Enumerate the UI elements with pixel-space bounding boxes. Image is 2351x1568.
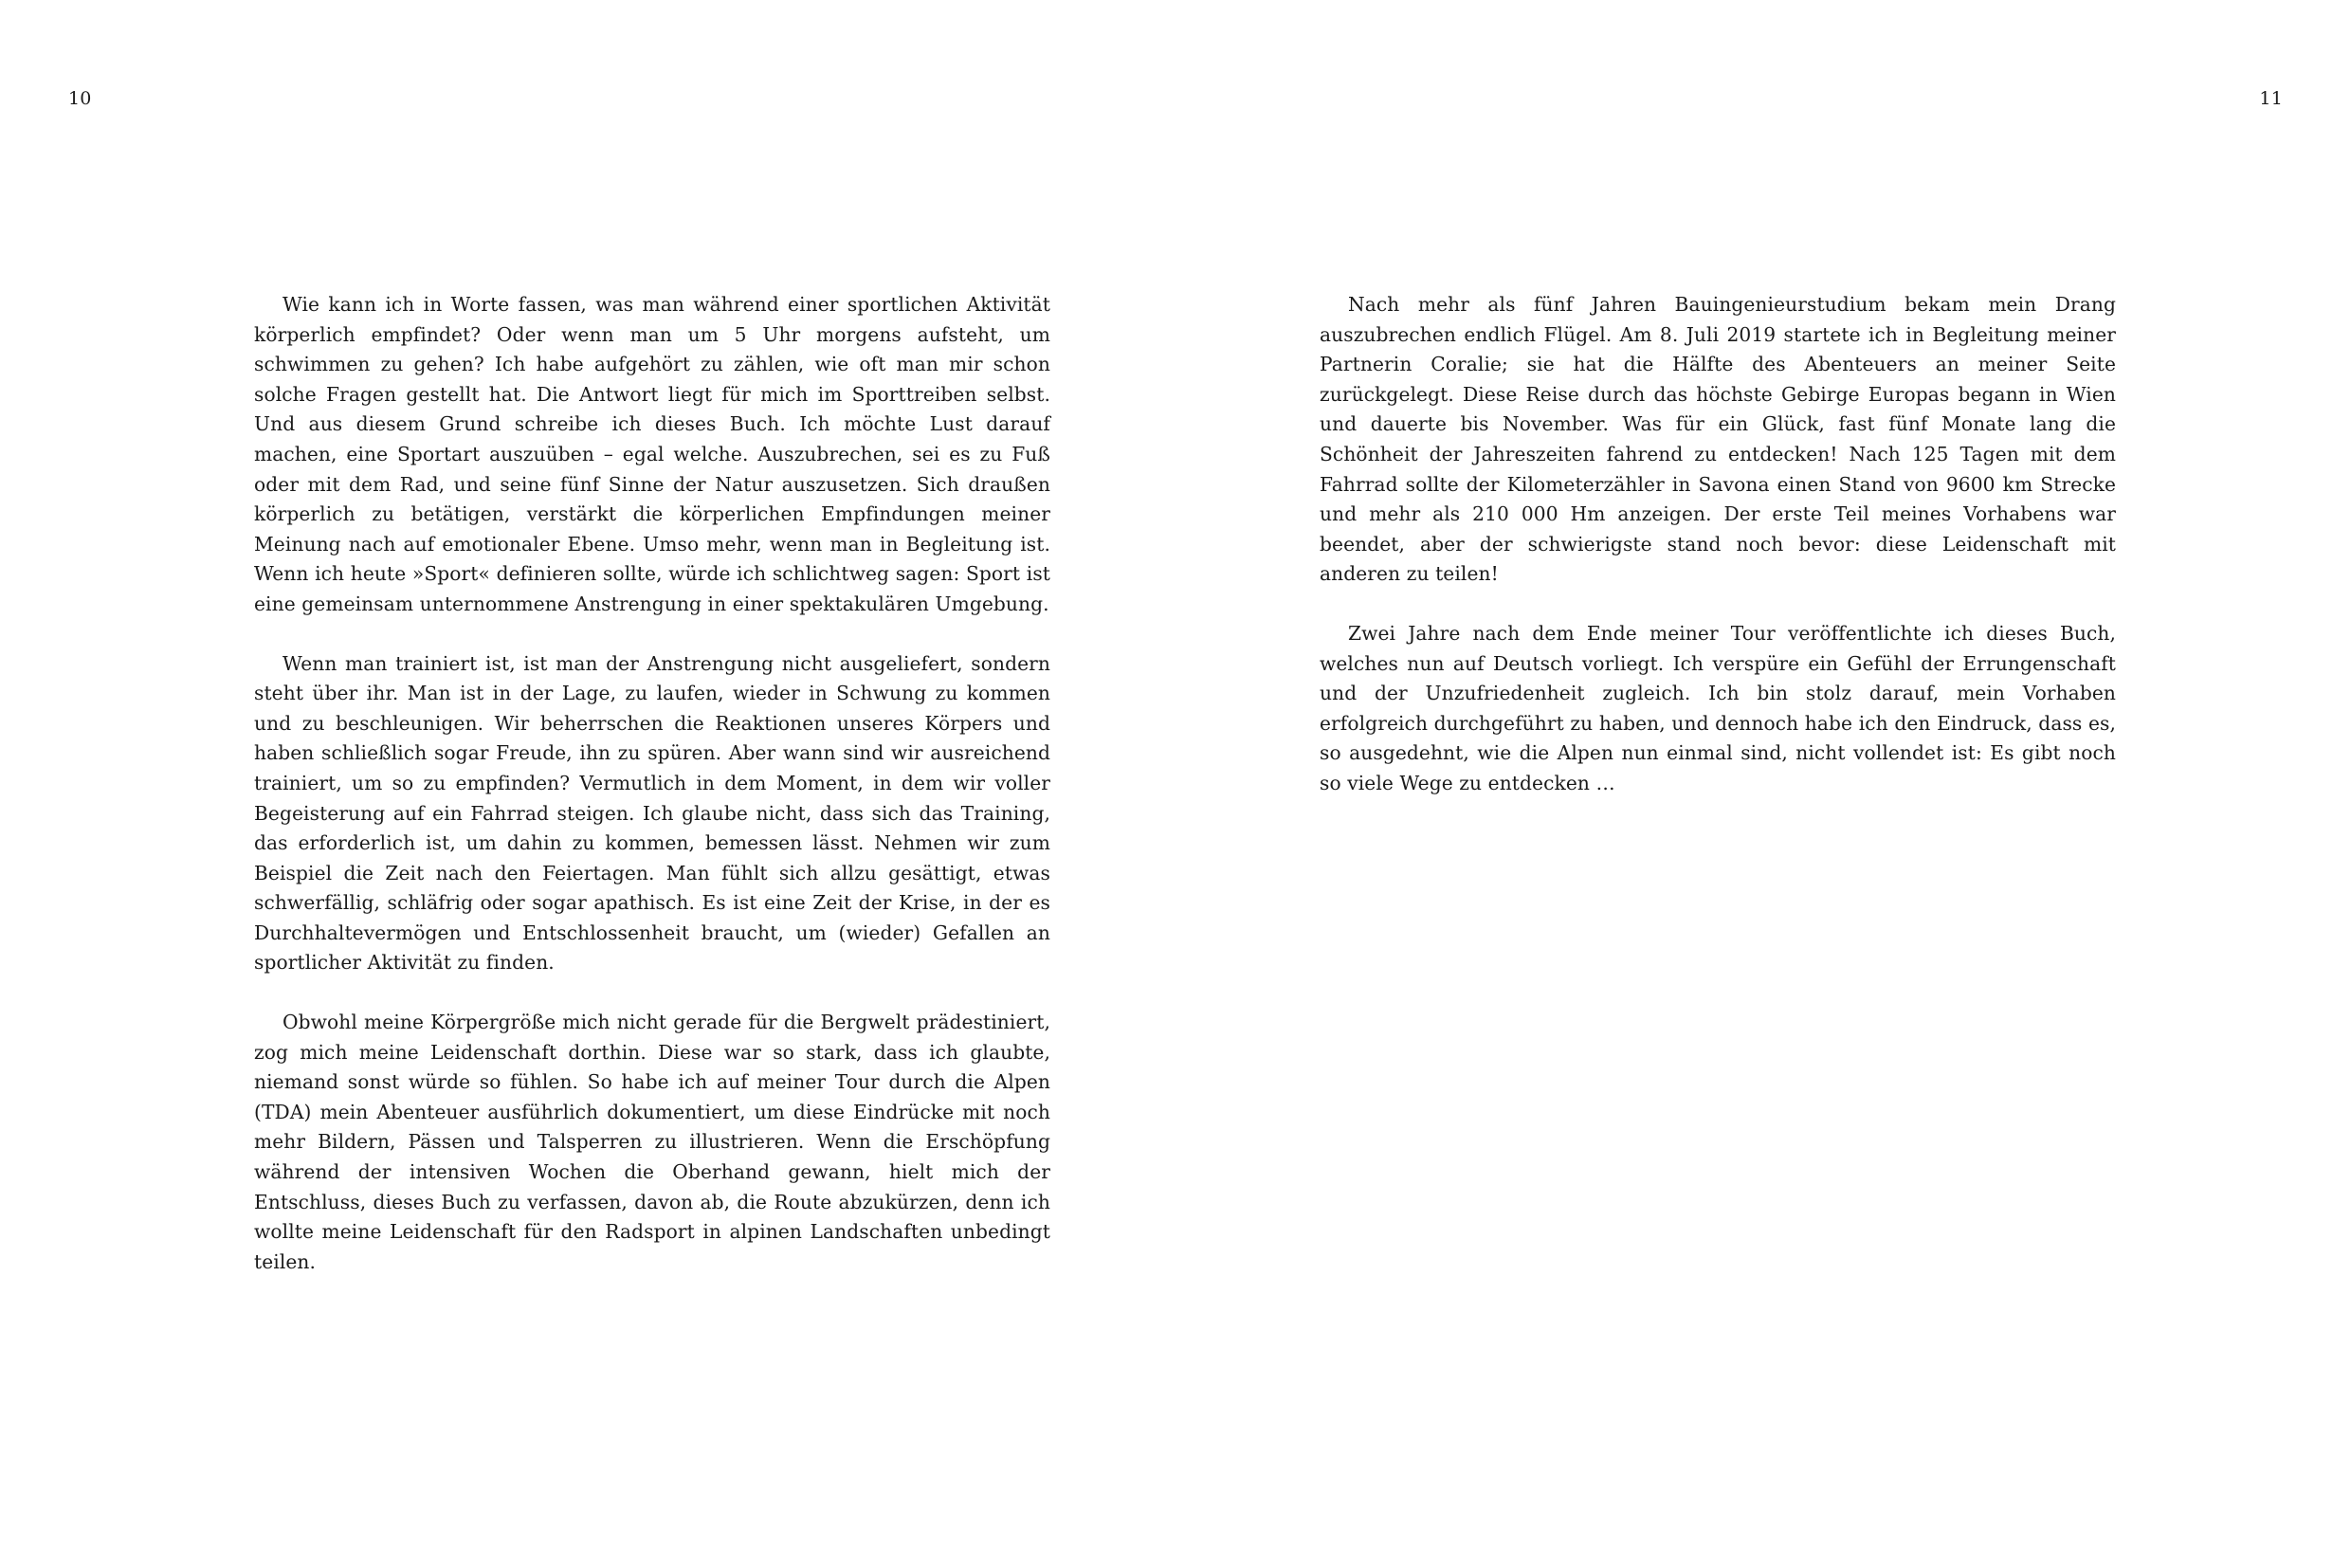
- body-text: [1320, 290, 2116, 829]
- body-text: [254, 290, 1050, 1306]
- paragraph: Wie kann ich in Worte fassen, was man während einer sportlichen Aktivität körperlich empfindet? Oder wenn man um 5 Uhr morgens aufsteht, um schwimmen zu gehen? Ich habe aufgehört zu zählen, wie oft man mir schon solche Fragen gestellt hat. Die Antwort liegt für mich im Sporttreiben selbst. Und aus diesem Grund schreibe ich dieses Buch. Ich möchte Lust darauf machen, eine Sportart auszuüben – egal welche. Auszubrechen, sei es zu Fuß oder mit dem Rad, und seine fünf Sinne der Natur auszusetzen. Sich draußen körperlich zu betätigen, verstärkt die körperlichen Empfindungen meiner Meinung nach auf emotionaler Ebene. Umso mehr, wenn man in Begleitung ist. Wenn ich heute »Sport« definieren sollte, würde ich schlichtweg sagen: Sport ist eine gemeinsam unternommene Anstrengung in einer spektakulären Umgebung.: [254, 293, 1050, 615]
- page-number: 10: [68, 88, 92, 109]
- paragraph: Nach mehr als fünf Jahren Bauingenieurstudium bekam mein Drang auszubrechen endlich Flügel. Am 8. Juli 2019 startete ich in Begleitung meiner Partnerin Coralie; sie hat die Hälfte des Abenteuers an meiner Seite zurückgelegt. Diese Reise durch das höchste Gebirge Europas begann in Wien und dauerte bis November. Was für ein Glück, fast fünf Monate lang die Schönheit der Jahreszeiten fahrend zu entdecken! Nach 125 Tagen mit dem Fahrrad sollte der Kilometerzähler in Savona einen Stand von 9600 km Strecke und mehr als 210 000 Hm anzeigen. Der erste Teil meines Vorhabens war beendet, aber der schwierigste stand noch bevor: diese Leidenschaft mit anderen zu teilen!: [1320, 293, 2116, 586]
- paragraph: Zwei Jahre nach dem Ende meiner Tour veröffentlichte ich dieses Buch, welches nun auf Deutsch vorliegt. Ich verspüre ein Gefühl der Errungenschaft und der Unzufriedenheit zugleich. Ich bin stolz darauf, mein Vorhaben erfolgreich durchgeführt zu haben, und dennoch habe ich den Eindruck, dass es, so ausgedehnt, wie die Alpen nun einmal sind, nicht vollendet ist: Es gibt noch so viele Wege zu entdecken …: [1320, 621, 2116, 794]
- right-page: [1176, 0, 2351, 1568]
- paragraph: Obwohl meine Körpergröße mich nicht gerade für die Bergwelt prädestiniert, zog mich meine Leidenschaft dorthin. Diese war so stark, dass ich glaubte, niemand sonst würde so fühlen. So habe ich auf meiner Tour durch die Alpen (TDA) mein Abenteuer ausführlich dokumentiert, um diese Eindrücke mit noch mehr Bildern, Pässen und Talsperren zu illustrieren. Wenn die Erschöpfung während der intensiven Wochen die Oberhand gewann, hielt mich der Entschluss, dieses Buch zu verfassen, davon ab, die Route abzukürzen, denn ich wollte meine Leidenschaft für den Radsport in alpinen Landschaften unbedingt teilen.: [254, 1011, 1050, 1273]
- page-number: 11: [2259, 88, 2283, 109]
- paragraph: Wenn man trainiert ist, ist man der Anstrengung nicht ausgeliefert, sondern steht über ihr. Man ist in der Lage, zu laufen, wieder in Schwung zu kommen und zu beschleunigen. Wir beherrschen die Reaktionen unseres Körpers und haben schließlich sogar Freude, ihn zu spüren. Aber wann sind wir ausreichend trainiert, um so zu empfinden? Vermutlich in dem Moment, in dem wir voller Begeisterung auf ein Fahrrad steigen. Ich glaube nicht, dass sich das Training, das erforderlich ist, um dahin zu kommen, bemessen lässt. Nehmen wir zum Beispiel die Zeit nach den Feiertagen. Man fühlt sich allzu gesättigt, etwas schwerfällig, schläfrig oder sogar apathisch. Es ist eine Zeit der Krise, in der es Durchhaltevermögen und Entschlossenheit braucht, um (wieder) Gefallen an sportlicher Aktivität zu finden.: [254, 651, 1050, 975]
